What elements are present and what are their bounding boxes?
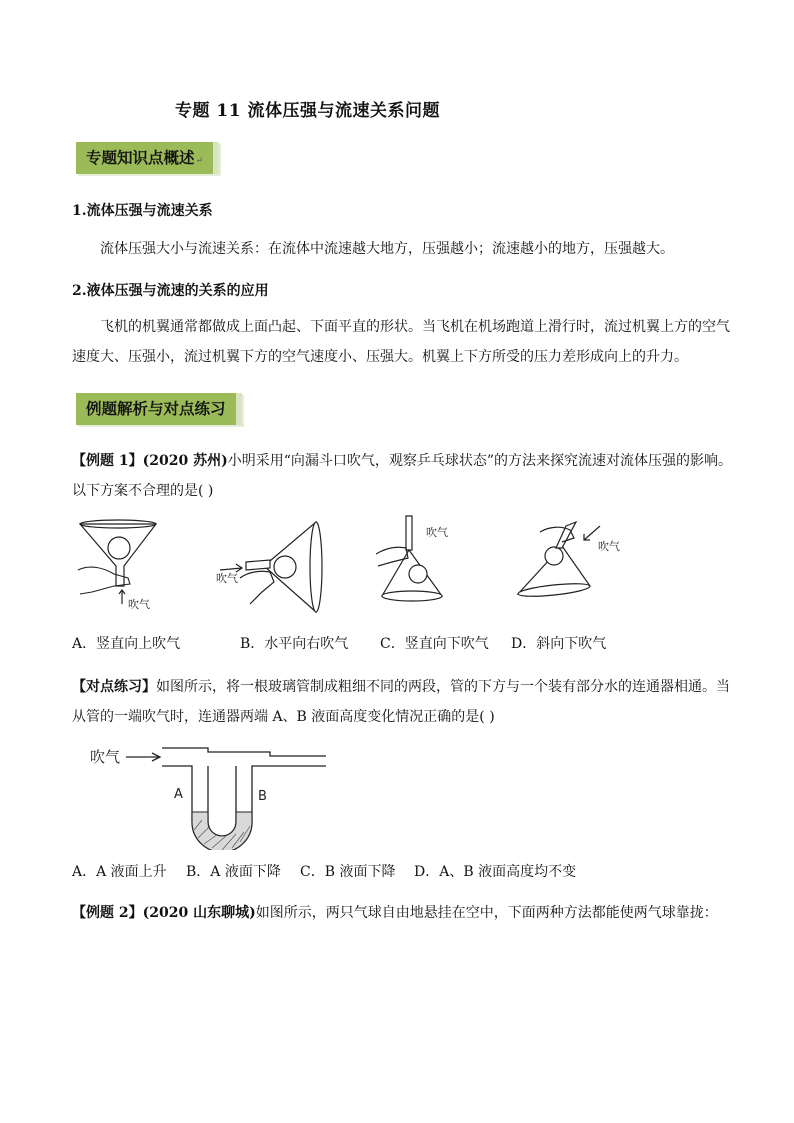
funnel-figure-b <box>220 522 322 612</box>
practice-text: 如图所示，将一根玻璃管制成粗细不同的两段，管的下方与一个装有部分水的连通器相通。当从管的一端吹气时，连通器两端 A、B 液面高度变化情况正确的是( ) <box>72 679 730 725</box>
option-a: A．竖直向上吹气 <box>72 636 181 652</box>
banner-label: 专题知识点概述 <box>86 148 195 167</box>
page-title: 专题 11 流体压强与流速关系问题 <box>175 101 440 121</box>
section-heading-2: 2.液体压强与流速的关系的应用 <box>72 283 269 299</box>
section-banner-examples <box>76 393 242 425</box>
example-tag: 【例题 2】 <box>72 905 143 921</box>
example-2 <box>72 898 742 928</box>
label-a: A <box>174 787 183 802</box>
practice-option-b: B．A 液面下降 <box>186 864 281 880</box>
figure-label-d: 吹气 <box>598 540 620 553</box>
option-d: D．斜向下吹气 <box>511 636 607 652</box>
funnel-figure-d <box>518 522 600 599</box>
example-1 <box>72 446 742 506</box>
paragraph-mark: ↵ <box>195 156 204 166</box>
banner-label: 例题解析与对点练习 <box>86 399 226 418</box>
figure-label-b: 吹气 <box>216 572 238 585</box>
section-text-1: 流体压强大小与流速关系：在流体中流速越大地方，压强越小；流速越小的地方，压强越大。 <box>100 241 674 257</box>
figure-blow-label: 吹气 <box>90 748 121 766</box>
practice-tag: 【对点练习】 <box>72 679 156 695</box>
funnel-figure-a <box>78 520 156 604</box>
practice-option-a: A．A 液面上升 <box>72 864 167 880</box>
section-text-2: 飞机的机翼通常都做成上面凸起、下面平直的形状。当飞机在机场跑道上滑行时，流过机翼上方的空气速度大、压强小，流过机翼下方的空气速度小、压强大。机翼上下方所受的压力差形成向上的升力。 <box>72 319 730 365</box>
practice-option-d: D．A、B 液面高度均不变 <box>414 864 577 880</box>
practice-question <box>72 672 742 732</box>
figure-label-a: 吹气 <box>128 598 150 611</box>
example-text: 如图所示，两只气球自由地悬挂在空中，下面两种方法都能使两气球靠拢： <box>255 905 718 921</box>
option-c: C．竖直向下吹气 <box>380 636 489 652</box>
section-banner-overview <box>76 142 219 174</box>
practice-option-c: C．B 液面下降 <box>300 864 396 880</box>
label-b: B <box>258 789 267 804</box>
option-b: B．水平向右吹气 <box>240 636 349 652</box>
example-text: 小明采用“向漏斗口吹气，观察乒乓球状态”的方法来探究流速对流体压强的影响。以下方案不合理的是( ) <box>72 453 733 499</box>
funnel-figures <box>70 512 650 616</box>
figure-label-c: 吹气 <box>426 526 448 539</box>
section-heading-1: 1.流体压强与流速关系 <box>72 203 213 219</box>
example-source: (2020 苏州) <box>142 453 228 469</box>
example-tag: 【例题 1】 <box>72 453 143 469</box>
tube-figure <box>90 740 330 850</box>
example-source: (2020 山东聊城) <box>142 905 256 921</box>
